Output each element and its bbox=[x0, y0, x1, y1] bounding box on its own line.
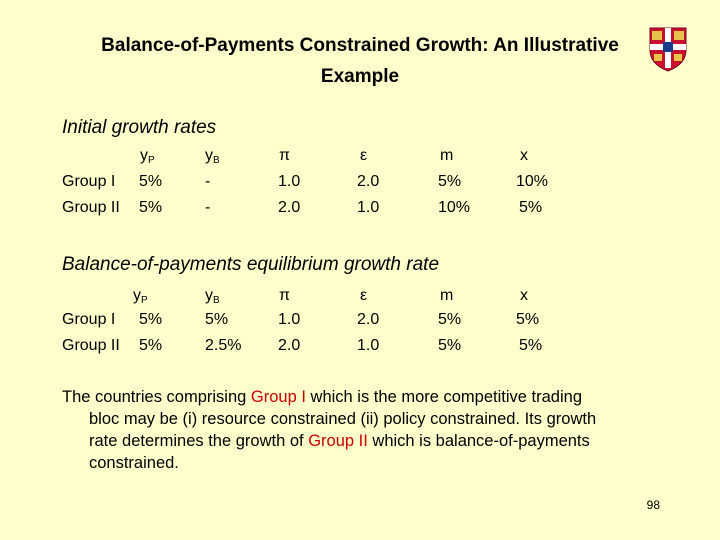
cell-yb: - bbox=[205, 173, 211, 190]
university-crest-icon bbox=[648, 26, 688, 72]
cell-pi: 2.0 bbox=[278, 337, 301, 354]
cell-yp: 5% bbox=[139, 199, 163, 216]
cell-m: 5% bbox=[438, 311, 462, 328]
cell-yb: 2.5% bbox=[205, 337, 242, 354]
paragraph-line bbox=[62, 386, 662, 408]
header-m: m bbox=[440, 147, 454, 164]
header-x: x bbox=[520, 287, 528, 304]
cell-yb: 5% bbox=[205, 311, 229, 328]
header-yb: yB bbox=[205, 147, 220, 166]
group-ii-highlight: Group II bbox=[308, 432, 368, 450]
paragraph-text: which is the more competitive trading bbox=[305, 388, 582, 406]
page-number: 98 bbox=[646, 498, 660, 512]
cell-epsilon: 1.0 bbox=[357, 337, 380, 354]
paragraph-text: rate determines the growth of bbox=[89, 432, 309, 450]
header-x: x bbox=[520, 147, 528, 164]
header-epsilon: ε bbox=[360, 147, 368, 164]
section-heading-equilibrium: Balance-of-payments equilibrium growth rate bbox=[62, 254, 440, 275]
paragraph-line: constrained. bbox=[89, 454, 179, 472]
cell-pi: 2.0 bbox=[278, 199, 301, 216]
header-pi: π bbox=[279, 147, 291, 164]
row-label: Group I bbox=[62, 311, 116, 328]
cell-yp: 5% bbox=[139, 337, 163, 354]
group-i-highlight: Group I bbox=[250, 388, 306, 406]
cell-epsilon: 1.0 bbox=[357, 199, 380, 216]
cell-epsilon: 2.0 bbox=[357, 173, 380, 190]
paragraph-line: bloc may be (i) resource constrained (ii) policy constrained. Its growth bbox=[89, 410, 597, 428]
cell-m: 5% bbox=[438, 337, 462, 354]
cell-pi: 1.0 bbox=[278, 311, 301, 328]
cell-epsilon: 2.0 bbox=[357, 311, 380, 328]
explanation-paragraph bbox=[62, 386, 662, 474]
slide-title: Balance-of-Payments Constrained Growth: An Illustrative Example bbox=[101, 35, 619, 87]
cell-yb: - bbox=[205, 199, 211, 216]
row-label: Group II bbox=[62, 199, 120, 216]
header-epsilon: ε bbox=[360, 287, 368, 304]
cell-m: 5% bbox=[438, 173, 462, 190]
header-yp: yP bbox=[140, 147, 155, 166]
row-label: Group I bbox=[62, 173, 116, 190]
row-label: Group II bbox=[62, 337, 120, 354]
header-pi: π bbox=[279, 287, 291, 304]
cell-x: 5% bbox=[519, 337, 543, 354]
paragraph-text: which is balance-of-payments bbox=[367, 432, 590, 450]
header-m: m bbox=[440, 287, 454, 304]
paragraph-line bbox=[62, 430, 662, 452]
paragraph-text: The countries comprising bbox=[62, 388, 251, 406]
cell-yp: 5% bbox=[139, 173, 163, 190]
cell-yp: 5% bbox=[139, 311, 163, 328]
cell-pi: 1.0 bbox=[278, 173, 301, 190]
cell-m: 10% bbox=[438, 199, 471, 216]
header-yp: yP bbox=[133, 287, 148, 306]
cell-x: 5% bbox=[516, 311, 540, 328]
header-yb: yB bbox=[205, 287, 220, 306]
cell-x: 5% bbox=[519, 199, 543, 216]
section-heading-initial: Initial growth rates bbox=[62, 117, 217, 138]
cell-x: 10% bbox=[516, 173, 549, 190]
